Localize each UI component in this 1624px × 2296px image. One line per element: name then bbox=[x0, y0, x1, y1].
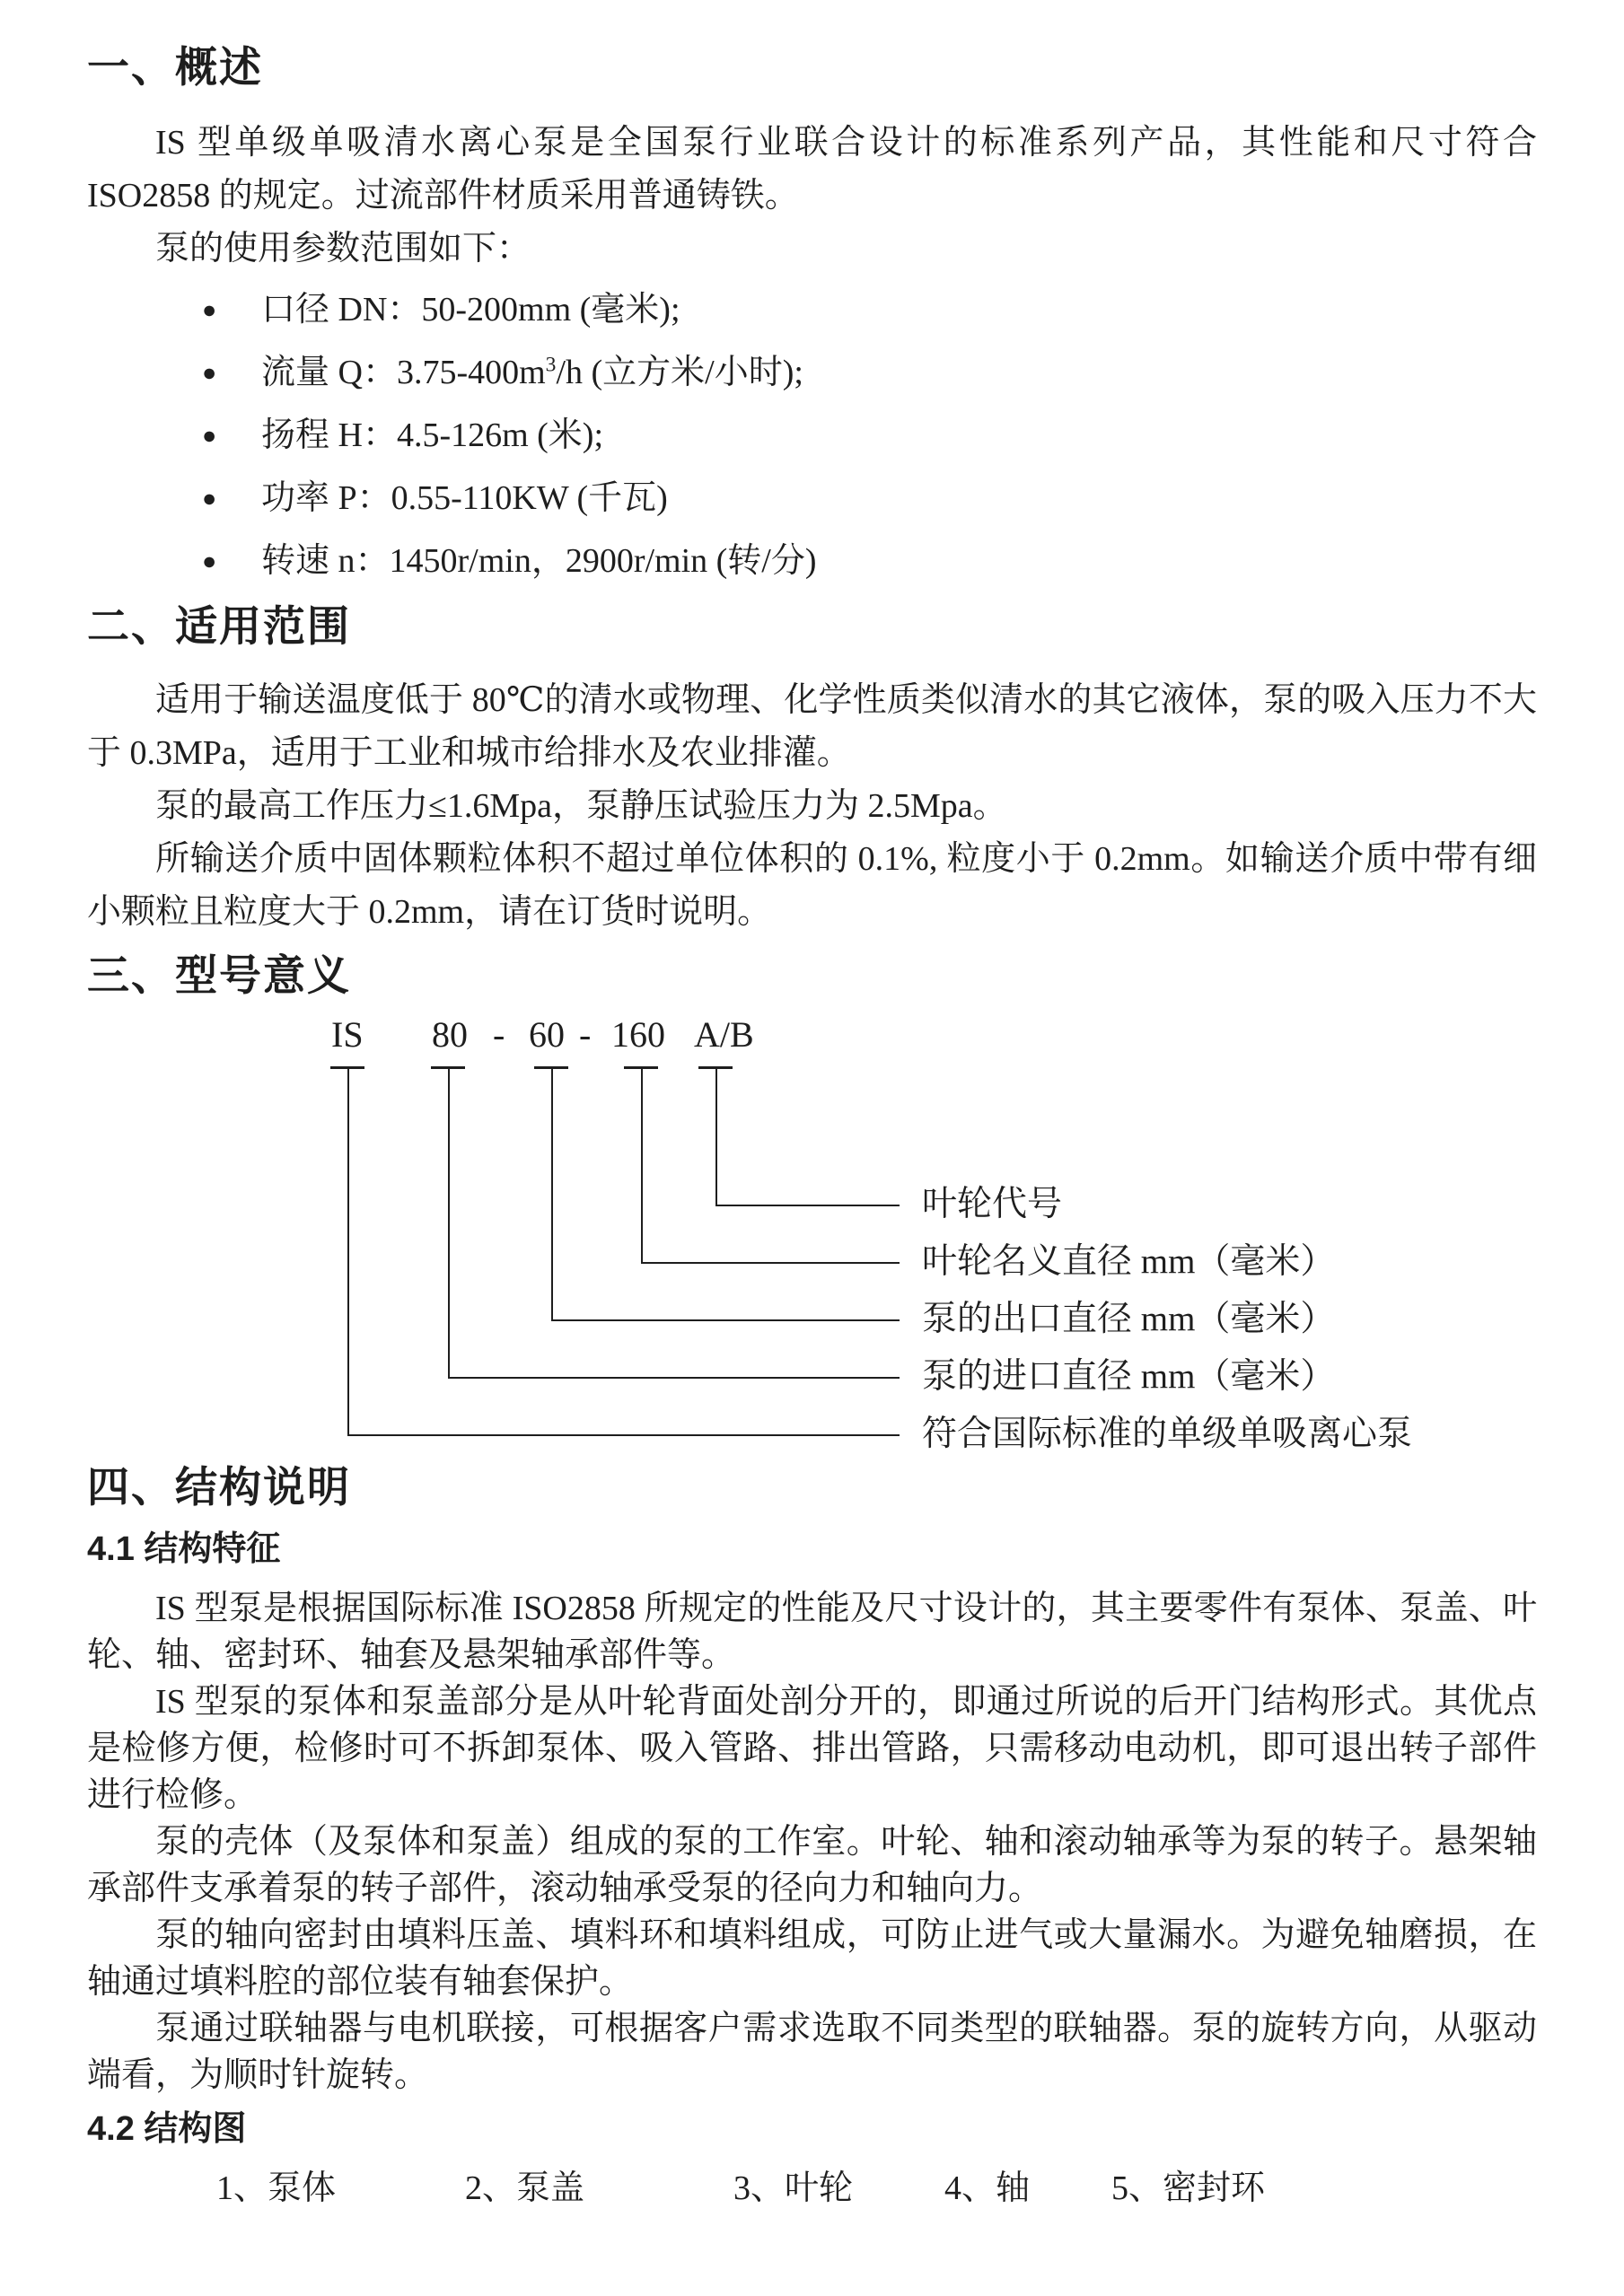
pump-spec-list bbox=[202, 288, 1537, 583]
model-code-inlet: 80 bbox=[432, 1014, 468, 1055]
spec-text: 转速 n：1450r/min，2900r/min (转/分) bbox=[261, 542, 817, 580]
section2-heading: 二、适用范围 bbox=[87, 602, 351, 650]
section4-sub1: 4.1 结构特征 bbox=[87, 1530, 281, 1568]
model-code-outlet: 60 bbox=[529, 1014, 565, 1055]
spec-item-head bbox=[202, 414, 1537, 457]
part-label-seal-ring: 5、密封环 bbox=[1111, 2169, 1266, 2207]
model-connector bbox=[347, 1434, 900, 1436]
model-connector bbox=[551, 1319, 900, 1321]
model-stem bbox=[641, 1069, 643, 1262]
bullet-dot-icon: ● bbox=[202, 359, 217, 386]
section4 bbox=[87, 1463, 1537, 2212]
model-stem bbox=[448, 1069, 450, 1377]
section1-para2: 泵的使用参数范围如下： bbox=[155, 230, 531, 267]
section4-para2: IS 型泵的泵体和泵盖部分是从叶轮背面处剖分开的，即通过所说的后开门结构形式。其优点是检修方便，检修时可不拆卸泵体、吸入管路、排出管路，只需移动电动机，即可退出转子部件进行检修。 bbox=[87, 1683, 1537, 1814]
model-stem bbox=[551, 1069, 553, 1319]
section4-sub2: 4.2 结构图 bbox=[87, 2110, 247, 2148]
bullet-dot-icon: ● bbox=[202, 485, 217, 512]
model-stem bbox=[715, 1069, 717, 1205]
part-label-impeller: 3、叶轮 bbox=[733, 2169, 854, 2207]
spec-item-power bbox=[202, 477, 1537, 520]
bullet-dot-icon: ● bbox=[202, 548, 217, 574]
spec-item-speed bbox=[202, 539, 1537, 583]
spec-text: 流量 Q：$3.75-400m^3/h$ (立方米/小时); bbox=[261, 353, 803, 391]
spec-item-flow bbox=[202, 351, 1537, 394]
spec-text: 扬程 H：4.5-126m (米); bbox=[261, 416, 604, 454]
model-label-standard: 符合国际标准的单级单吸离心泵 bbox=[922, 1415, 1413, 1453]
bullet-dot-icon: ● bbox=[202, 422, 217, 449]
model-label-inlet-dia: 泵的进口直径 mm（毫米） bbox=[922, 1357, 1336, 1396]
model-code-series: IS bbox=[331, 1014, 364, 1055]
model-label-impeller-code: 叶轮代号 bbox=[922, 1185, 1063, 1223]
model-code-impeller-dia: 160 bbox=[611, 1014, 665, 1055]
section3-heading: 三、型号意义 bbox=[87, 951, 351, 999]
bullet-dot-icon: ● bbox=[202, 296, 217, 323]
model-stem bbox=[347, 1069, 349, 1434]
section4-para4: 泵的轴向密封由填料压盖、填料环和填料组成，可防止进气或大量漏水。为避免轴磨损，在轴通过填料腔的部位装有轴套保护。 bbox=[87, 1916, 1537, 2001]
model-meaning-diagram bbox=[87, 1014, 1537, 1463]
model-connector bbox=[448, 1377, 900, 1379]
part-label-cover: 2、泵盖 bbox=[465, 2169, 585, 2207]
part-label-body: 1、泵体 bbox=[216, 2169, 337, 2207]
model-code-dash: - bbox=[493, 1014, 505, 1055]
spec-text: 功率 P：0.55-110KW (千瓦) bbox=[261, 479, 668, 517]
section4-para3: 泵的壳体（及泵体和泵盖）组成的泵的工作室。叶轮、轴和滚动轴承等为泵的转子。悬架轴承部件支承着泵的转子部件，滚动轴承受泵的径向力和轴向力。 bbox=[87, 1823, 1537, 1907]
spec-text: 口径 DN：50-200mm (毫米); bbox=[261, 291, 680, 329]
model-label-impeller-dia: 叶轮名义直径 mm（毫米） bbox=[922, 1242, 1336, 1281]
part-label-shaft: 4、轴 bbox=[944, 2169, 1031, 2207]
section4-para1: IS 型泵是根据国际标准 ISO2858 所规定的性能及尺寸设计的，其主要零件有泵体、泵盖、叶轮、轴、密封环、轴套及悬架轴承部件等。 bbox=[87, 1590, 1537, 1674]
section2-para1: 适用于输送温度低于 80℃的清水或物理、化学性质类似清水的其它液体，泵的吸入压力不大于 0.3MPa，适用于工业和城市给排水及农业排灌。 bbox=[87, 681, 1537, 772]
section2-para2: 泵的最高工作压力≤1.6Mpa，泵静压试验压力为 2.5Mpa。 bbox=[155, 787, 1007, 825]
section4-para5: 泵通过联轴器与电机联接，可根据客户需求选取不同类型的联轴器。泵的旋转方向，从驱动端看，为顺时针旋转。 bbox=[87, 2010, 1537, 2094]
section1-heading: 一、概述 bbox=[87, 43, 263, 91]
model-label-outlet-dia: 泵的出口直径 mm（毫米） bbox=[922, 1300, 1336, 1338]
section2-para3: 所输送介质中固体颗粒体积不超过单位体积的 0.1%, 粒度小于 0.2mm。如输送介质中带有细小颗粒且粒度大于 0.2mm，请在订货时说明。 bbox=[87, 840, 1537, 931]
model-connector bbox=[641, 1262, 900, 1264]
model-code-dash: - bbox=[579, 1014, 592, 1055]
section1-para1: IS 型单级单吸清水离心泵是全国泵行业联合设计的标准系列产品，其性能和尺寸符合 ISO2858 的规定。过流部件材质采用普通铸铁。 bbox=[87, 124, 1537, 215]
model-connector bbox=[715, 1205, 900, 1206]
spec-item-diameter bbox=[202, 288, 1537, 331]
section4-heading: 四、结构说明 bbox=[87, 1463, 351, 1511]
structure-parts-legend bbox=[87, 2167, 1537, 2212]
model-code-impeller-code: A/B bbox=[694, 1014, 754, 1055]
